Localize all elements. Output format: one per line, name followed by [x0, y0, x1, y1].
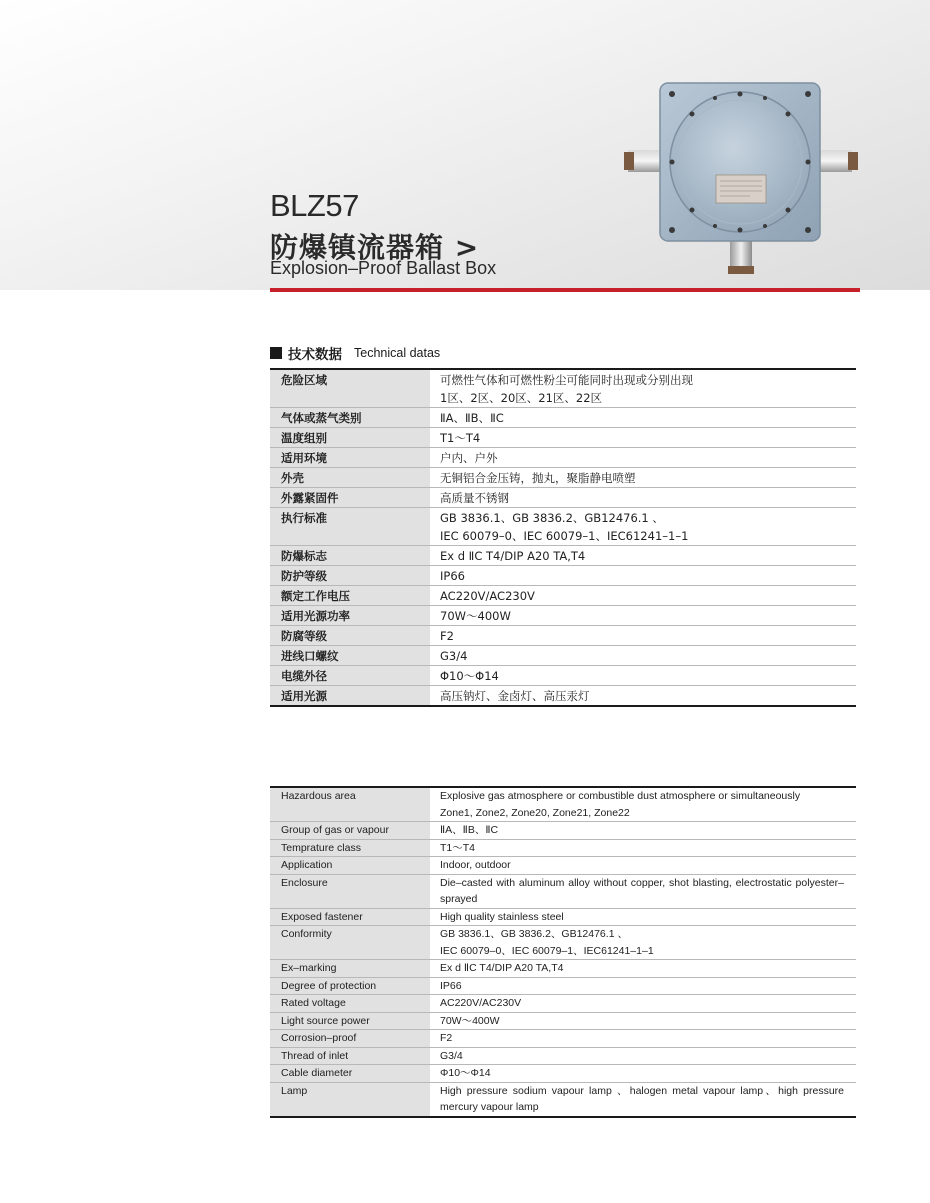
spec-value	[430, 566, 856, 586]
spec-key: 外露紧固件	[270, 488, 430, 508]
spec-value	[430, 926, 856, 960]
spec-value-line: GB 3836.1、GB 3836.2、GB12476.1 、	[440, 928, 628, 940]
spec-value	[430, 1047, 856, 1065]
spec-value	[430, 960, 856, 978]
spec-value	[430, 428, 856, 448]
spec-row	[270, 960, 856, 978]
spec-table-en	[270, 786, 856, 1118]
spec-value	[430, 488, 856, 508]
spec-value	[430, 626, 856, 646]
spec-value	[430, 1012, 856, 1030]
spec-row	[270, 1047, 856, 1065]
spec-value	[430, 646, 856, 666]
spec-row	[270, 822, 856, 840]
section-title-en: Technical datas	[354, 346, 441, 360]
spec-value-line: IEC 60079–0、IEC 60079–1、IEC61241–1–1	[440, 944, 654, 957]
spec-key: 适用光源	[270, 686, 430, 707]
spec-key: Rated voltage	[270, 995, 430, 1013]
spec-value-line: Ex d ⅡC T4/DIP A20 TA,T4	[440, 549, 586, 563]
section-title-cn: 技术数据	[288, 347, 342, 363]
spec-value	[430, 686, 856, 707]
spec-value-line: Indoor, outdoor	[440, 859, 511, 871]
spec-row	[270, 448, 856, 468]
spec-key: 温度组别	[270, 428, 430, 448]
spec-row	[270, 646, 856, 666]
spec-value	[430, 1030, 856, 1048]
spec-key: 执行标准	[270, 508, 430, 546]
spec-key: Lamp	[270, 1082, 430, 1117]
spec-key: Corrosion–proof	[270, 1030, 430, 1048]
spec-value-line: Zone1, Zone2, Zone20, Zone21, Zone22	[440, 806, 630, 819]
spec-value-line: AC220V/AC230V	[440, 997, 522, 1009]
spec-value-line: ⅡA、ⅡB、ⅡC	[440, 411, 504, 425]
spec-value	[430, 857, 856, 875]
spec-value-line: Φ10～Φ14	[440, 669, 499, 683]
ballast-box-image	[620, 80, 870, 280]
spec-value	[430, 1065, 856, 1083]
header-divider	[270, 288, 860, 292]
spec-value	[430, 1082, 856, 1117]
spec-key: Ex–marking	[270, 960, 430, 978]
spec-key: 外壳	[270, 468, 430, 488]
spec-key: Conformity	[270, 926, 430, 960]
product-title-cn: 防爆镇流器箱 >	[270, 231, 480, 264]
spec-value-line: G3/4	[440, 649, 468, 663]
spec-value-line: High quality stainless steel	[440, 910, 564, 923]
spec-value-line: IP66	[440, 569, 465, 583]
spec-row	[270, 428, 856, 448]
spec-key: 适用光源功率	[270, 606, 430, 626]
spec-value-line: 70W～400W	[440, 609, 511, 623]
spec-value-line: Ex d ⅡC T4/DIP A20 TA,T4	[440, 962, 564, 974]
spec-row	[270, 977, 856, 995]
spec-row	[270, 787, 856, 822]
spec-value	[430, 874, 856, 908]
spec-value-line: Die–casted with aluminum alloy without copper, shot blasting, electrostatic polyester–sprayed	[440, 876, 844, 905]
spec-row	[270, 1065, 856, 1083]
spec-value	[430, 666, 856, 686]
spec-row	[270, 908, 856, 926]
spec-value	[430, 908, 856, 926]
spec-value-line: 1区、2区、20区、21区、22区	[440, 391, 603, 405]
spec-key: 适用环境	[270, 448, 430, 468]
spec-row	[270, 606, 856, 626]
spec-row	[270, 874, 856, 908]
spec-value-line: ⅡA、ⅡB、ⅡC	[440, 824, 499, 836]
spec-value-line: 高压钠灯、金卤灯、高压汞灯	[440, 689, 590, 703]
spec-value-line: AC220V/AC230V	[440, 589, 535, 603]
spec-row	[270, 488, 856, 508]
spec-value	[430, 586, 856, 606]
spec-key: 气体或蒸气类别	[270, 408, 430, 428]
spec-row	[270, 839, 856, 857]
spec-row	[270, 686, 856, 707]
spec-key: Group of gas or vapour	[270, 822, 430, 840]
spec-row	[270, 586, 856, 606]
spec-value-line: Explosive gas atmosphere or combustible dust atmosphere or simultaneously	[440, 790, 801, 802]
spec-row	[270, 1012, 856, 1030]
spec-key: 防护等级	[270, 566, 430, 586]
spec-value	[430, 606, 856, 626]
spec-value	[430, 448, 856, 468]
spec-key: 额定工作电压	[270, 586, 430, 606]
spec-key: 防爆标志	[270, 546, 430, 566]
spec-value-line: IEC 60079–0、IEC 60079–1、IEC61241–1–1	[440, 529, 689, 543]
spec-row	[270, 926, 856, 960]
spec-key: Degree of protection	[270, 977, 430, 995]
spec-key: Hazardous area	[270, 787, 430, 822]
spec-row	[270, 995, 856, 1013]
product-model: BLZ57	[270, 188, 359, 223]
spec-value	[430, 408, 856, 428]
spec-value-line: GB 3836.1、GB 3836.2、GB12476.1 、	[440, 511, 664, 525]
spec-value-line: Φ10～Φ14	[440, 1067, 491, 1079]
spec-value-line: IP66	[440, 979, 462, 992]
spec-row	[270, 1082, 856, 1117]
spec-key: Application	[270, 857, 430, 875]
spec-row	[270, 1030, 856, 1048]
spec-row	[270, 546, 856, 566]
spec-key: Cable diameter	[270, 1065, 430, 1083]
spec-key: Enclosure	[270, 874, 430, 908]
spec-value-line: 户内、户外	[440, 451, 498, 465]
spec-value	[430, 508, 856, 546]
spec-row	[270, 857, 856, 875]
spec-value	[430, 977, 856, 995]
spec-key: 电缆外径	[270, 666, 430, 686]
spec-value	[430, 995, 856, 1013]
spec-value-line: 高质量不锈钢	[440, 491, 509, 505]
spec-row	[270, 666, 856, 686]
spec-value-line: F2	[440, 629, 454, 643]
square-bullet-icon	[270, 347, 282, 359]
spec-key: Temprature class	[270, 839, 430, 857]
spec-value	[430, 787, 856, 822]
spec-value-line: F2	[440, 1032, 453, 1044]
spec-row	[270, 369, 856, 408]
spec-key: 防腐等级	[270, 626, 430, 646]
spec-value-line: High pressure sodium vapour lamp 、halogen metal vapour lamp、high pressure mercury vapour lamp	[440, 1084, 844, 1113]
spec-value-line: T1～T4	[440, 431, 481, 445]
spec-row	[270, 626, 856, 646]
spec-value-line: T1～T4	[440, 841, 476, 854]
product-title-en: Explosion–Proof Ballast Box	[270, 258, 497, 278]
spec-value-line: 70W～400W	[440, 1014, 500, 1027]
spec-row	[270, 566, 856, 586]
spec-value-line: 可燃性气体和可燃性粉尘可能同时出现或分别出现	[440, 373, 693, 387]
spec-row	[270, 408, 856, 428]
spec-key: Light source power	[270, 1012, 430, 1030]
section-heading	[270, 343, 440, 363]
spec-value-line: 无铜铝合金压铸，抛丸，聚脂静电喷塑	[440, 471, 636, 485]
spec-key: Exposed fastener	[270, 908, 430, 926]
spec-value	[430, 369, 856, 408]
spec-value	[430, 546, 856, 566]
spec-key: Thread of inlet	[270, 1047, 430, 1065]
spec-table-cn	[270, 368, 856, 707]
spec-row	[270, 508, 856, 546]
spec-value	[430, 839, 856, 857]
spec-key: 危险区域	[270, 369, 430, 408]
spec-value	[430, 822, 856, 840]
spec-value	[430, 468, 856, 488]
spec-value-line: G3/4	[440, 1049, 463, 1062]
spec-row	[270, 468, 856, 488]
spec-key: 进线口螺纹	[270, 646, 430, 666]
